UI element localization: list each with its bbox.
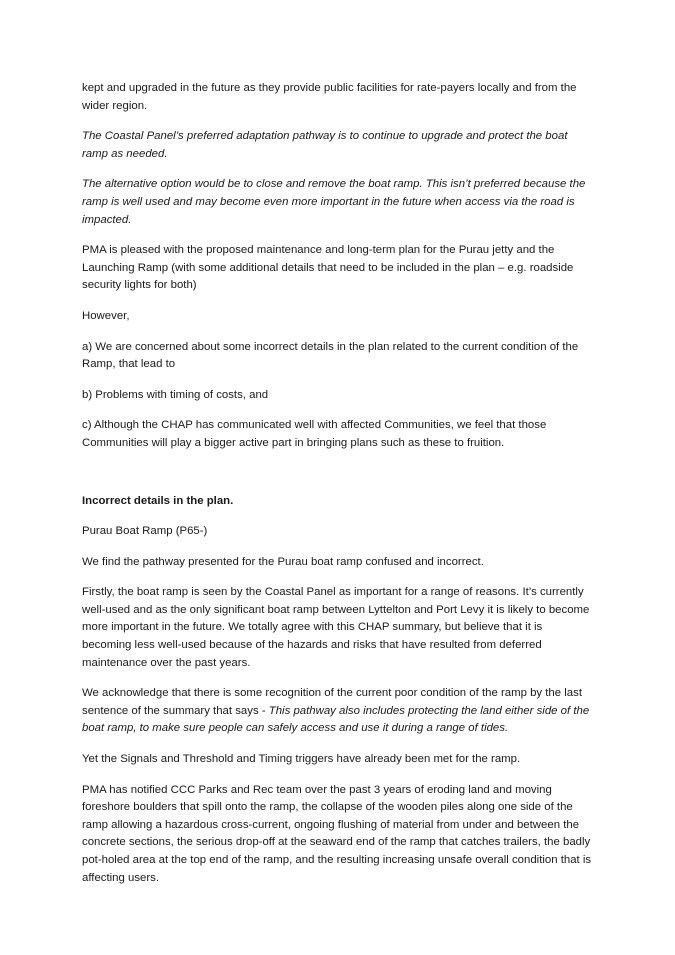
paragraph-alternative-option: The alternative option would be to close and remove the boat ramp. This isn’t preferred because the ramp is well used and may become even more important in the future when access via the road is impacted. (82, 178, 586, 226)
paragraph-point-b: b) Problems with timing of costs, and (82, 388, 269, 401)
paragraph-pma-notified: PMA has notified CCC Parks and Rec team over the past 3 years of eroding land and moving foreshore boulders that spill onto the ramp, the collapse of the wooden piles along one side of the ramp allowing a hazardous cross-current, ongoing flushing of material from under and between the concrete sections, the serious drop-off at the seaward end of the ramp that catches trailers, the badly pot-holed area at the top end of the ramp, and the resulting increasing unsafe overall condition that is affecting users. (82, 783, 592, 884)
paragraph-pma-pleased: PMA is pleased with the proposed maintenance and long-term plan for the Purau jetty and the Launching Ramp (with some additional details that need to be included in the plan – e.g. roadside security lights for both) (82, 244, 574, 292)
paragraph-point-c: c) Although the CHAP has communicated well with affected Communities, we feel that those Communities will play a bigger active part in bringing plans such as these to fruition. (82, 419, 547, 449)
section-subheading: Purau Boat Ramp (P65-) (82, 525, 208, 538)
paragraph-continuation: kept and upgraded in the future as they provide public facilities for rate-payers locally and from the wider region. (82, 82, 577, 112)
acknowledge-lead-text: We acknowledge that there is some recognition of the current poor condition of the ramp by the last sentence of the summary that says - (82, 687, 582, 717)
document-page (82, 80, 594, 900)
paragraph-pathway-confused: We find the pathway presented for the Purau boat ramp confused and incorrect. (82, 555, 484, 568)
paragraph-preferred-pathway: The Coastal Panel’s preferred adaptation pathway is to continue to upgrade and protect the boat ramp as needed. (82, 130, 568, 160)
paragraph-triggers-met: Yet the Signals and Threshold and Timing triggers have already been met for the ramp. (82, 753, 521, 766)
paragraph-however: However, (82, 309, 130, 322)
paragraph-acknowledge (82, 685, 594, 738)
paragraph-point-a: a) We are concerned about some incorrect details in the plan related to the current condition of the Ramp, that lead to (82, 340, 579, 371)
section-heading: Incorrect details in the plan. (82, 494, 234, 507)
acknowledge-quote: This pathway also includes protecting the land either side of the boat ramp, to make sure people can safely access and use it during a range of tides. (82, 704, 590, 735)
paragraph-firstly: Firstly, the boat ramp is seen by the Coastal Panel as important for a range of reasons. It’s currently well-used and as the only significant boat ramp between Lyttelton and Port Levy it is likely to become more important in the future. We totally agree with this CHAP summary, but believe that it is becoming less well-used because of the hazards and risks that have resulted from deferred maintenance over the past years. (82, 586, 590, 669)
